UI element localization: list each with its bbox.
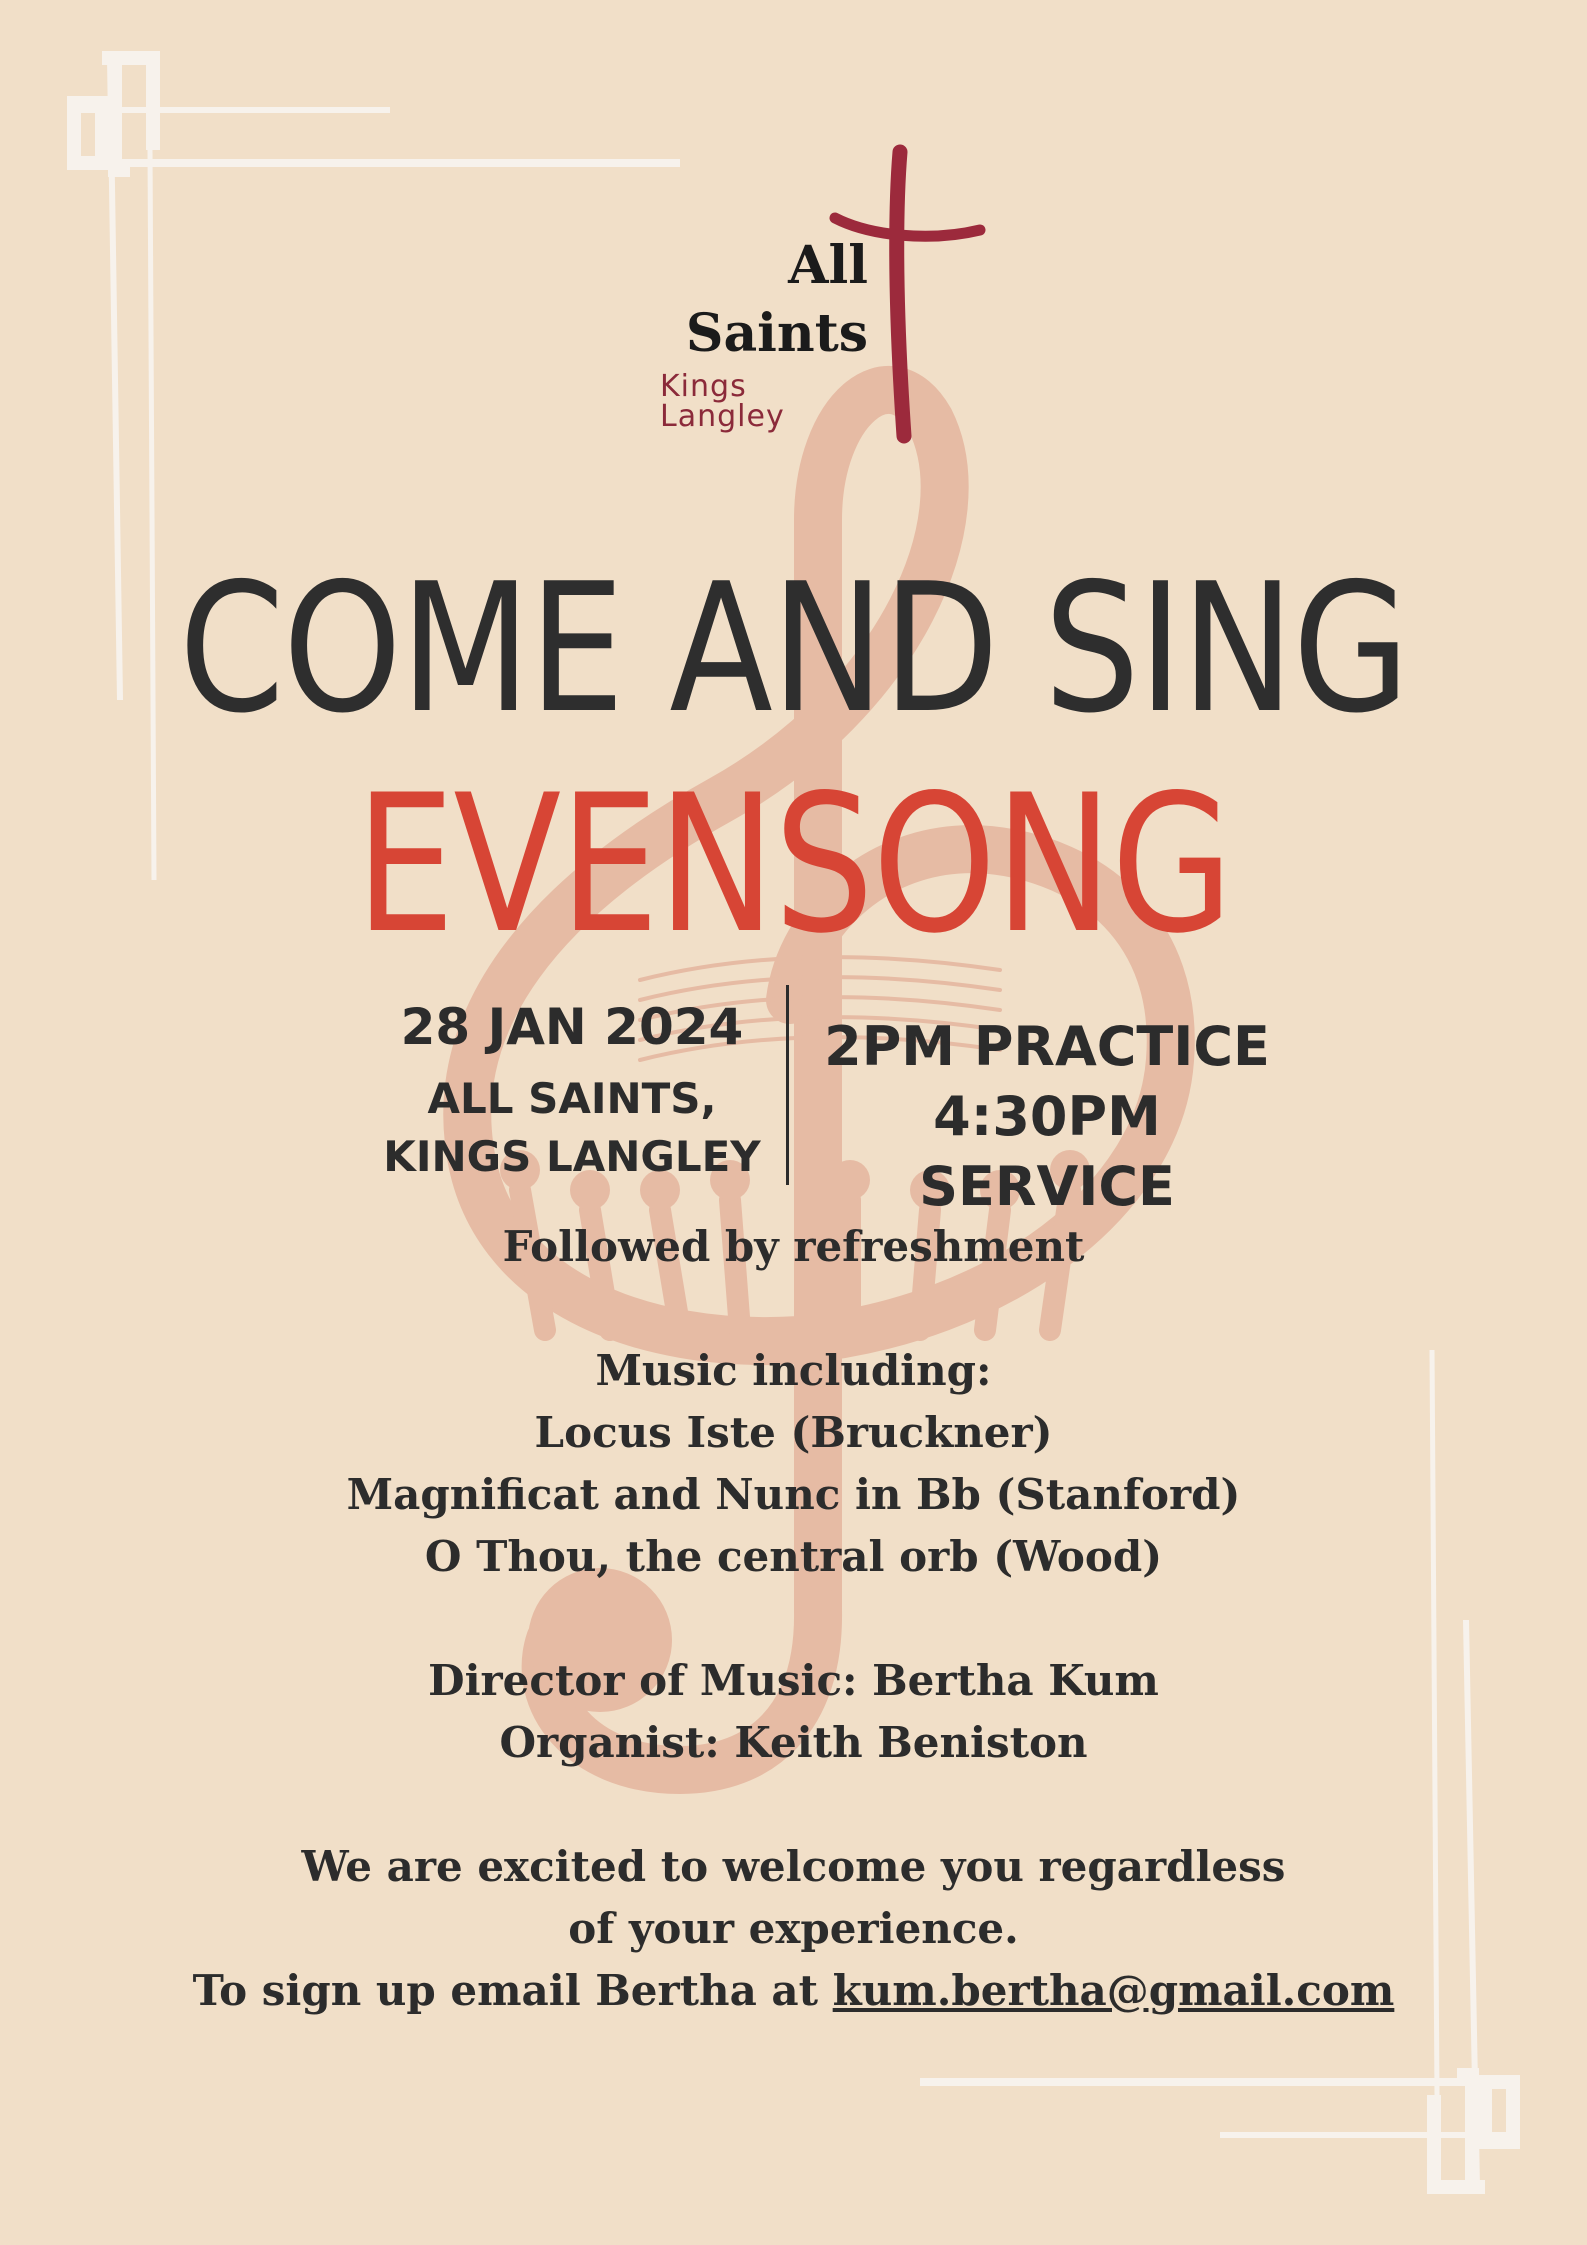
refreshment-note: Followed by refreshment	[502, 1222, 1085, 1271]
music-piece: Magnificat and Nunc in Bb (Stanford)	[346, 1470, 1241, 1519]
service-time: 4:30PM SERVICE	[919, 1085, 1175, 1218]
welcome-line-1: We are excited to welcome you regardless	[301, 1842, 1286, 1891]
music-piece: O Thou, the central orb (Wood)	[424, 1532, 1163, 1581]
info-divider	[786, 985, 789, 1185]
signup-email-link[interactable]: kum.bertha@gmail.com	[832, 1966, 1395, 2015]
venue-line-2: KINGS LANGLEY	[383, 1132, 761, 1181]
title-evensong: EVENSONG	[355, 754, 1232, 975]
title-come-and-sing: COME AND SING	[178, 545, 1409, 752]
venue-line-1: ALL SAINTS,	[427, 1074, 717, 1123]
logo-text-saints: Saints	[685, 303, 868, 364]
organist: Organist: Keith Beniston	[499, 1718, 1088, 1767]
director-of-music: Director of Music: Bertha Kum	[428, 1656, 1159, 1705]
logo-text-all: All	[788, 235, 868, 296]
music-piece: Locus Iste (Bruckner)	[534, 1408, 1053, 1457]
event-date: 28 JAN 2024	[400, 998, 744, 1056]
welcome-line-2: of your experience.	[568, 1904, 1019, 1953]
all-saints-logo	[660, 140, 990, 450]
event-venue	[372, 1070, 772, 1186]
practice-time: 2PM PRACTICE	[824, 1015, 1270, 1078]
signup-prefix: To sign up email Bertha at	[192, 1966, 833, 2015]
logo-text-kings-langley: Kings Langley	[660, 369, 785, 434]
event-times	[812, 1012, 1282, 1222]
signup-line	[0, 1960, 1587, 2022]
music-heading: Music including:	[595, 1346, 992, 1395]
